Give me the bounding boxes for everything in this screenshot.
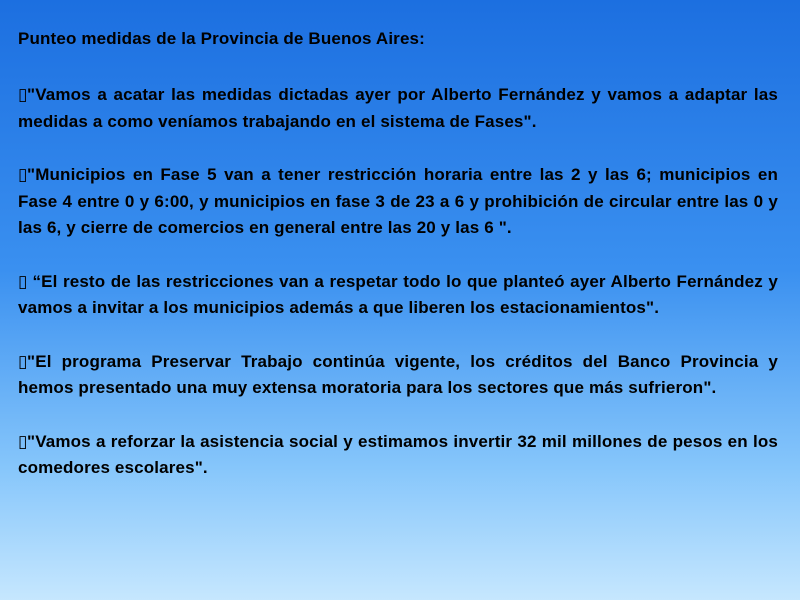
measure-item-3 [18,269,778,322]
measure-item-2 [18,162,778,242]
missing-glyph-icon: ▯ [18,165,28,184]
measure-text-3: “El resto de las restricciones van a respetar todo lo que planteó ayer Alberto Fernández y vamos a invitar a los municipios además a que liberen los estacionamientos". [18,271,778,317]
measure-text-4: "El programa Preservar Trabajo continúa vigente, los créditos del Banco Provincia y hemos presentado una muy extensa moratoria para los sectores que más sufrieron". [18,351,778,397]
missing-glyph-icon: ▯ [18,85,28,104]
measure-text-1: "Vamos a acatar las medidas dictadas ayer por Alberto Fernández y vamos a adaptar las medidas a como veníamos trabajando en el sistema de Fases". [18,85,778,131]
measure-item-4 [18,349,778,402]
missing-glyph-icon: ▯ [18,351,28,371]
measure-text-5: "Vamos a reforzar la asistencia social y estimamos invertir 32 mil millones de pesos en los comedores escolares". [18,431,778,477]
missing-glyph-icon: ▯ [18,431,28,451]
measure-item-1 [18,82,778,135]
missing-glyph-icon: ▯ [18,271,28,291]
measure-text-2: "Municipios en Fase 5 van a tener restricción horaria entre las 2 y las 6; municipios en Fase 4 entre 0 y 6:00, y municipios en fase 3 de 23 a 6 y prohibición de circular entre las 0 y las 6, y cierre de comercios en general entre las 20 y las 6 ". [18,165,778,237]
document-title: Punteo medidas de la Provincia de Buenos Aires: [18,29,425,48]
measure-item-5 [18,429,778,482]
